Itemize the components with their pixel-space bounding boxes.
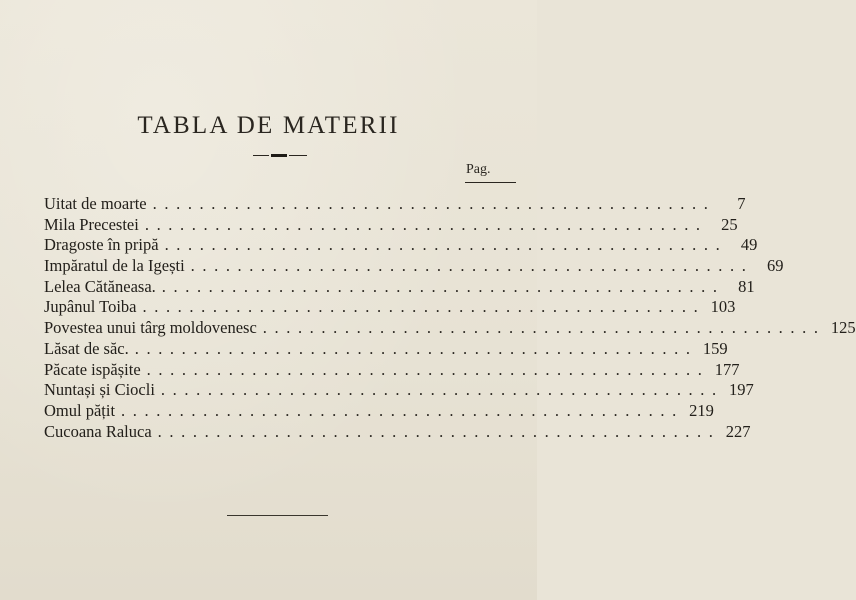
toc-entry: [44, 297, 736, 318]
toc-entry: [44, 380, 754, 401]
title-ornament: [253, 154, 307, 158]
toc-entry-title: Lelea Cătăneasa.: [44, 276, 156, 296]
toc-entry-page: 159: [702, 338, 728, 358]
toc-entry-title: Nuntași și Ciocli: [44, 380, 155, 400]
toc-leader-dots: ................................................: [121, 400, 684, 420]
ornament-left-line: [253, 155, 269, 156]
toc-entry-page: 81: [738, 276, 755, 296]
toc-entry-title: Cucoana Raluca: [44, 421, 152, 441]
ornament-right-line: [289, 155, 307, 156]
toc-leader-dots: ................................................: [190, 256, 754, 276]
toc-entry-title: Mila Precestei: [44, 214, 139, 234]
toc-entry: [44, 421, 751, 443]
toc-leader-dots: ................................................: [142, 297, 706, 317]
toc-entry-page: 69: [766, 256, 784, 276]
toc-entry: [44, 359, 740, 381]
toc-entry: [44, 338, 728, 360]
toc-entry-title: Lăsat de săc.: [44, 338, 129, 358]
ornament-center-bar: [271, 154, 287, 157]
toc-leader-dots: ................................................: [134, 338, 698, 358]
toc-entry-page: 25: [721, 214, 738, 234]
toc-entry: [44, 256, 784, 277]
toc-leader-dots: ................................................: [152, 194, 716, 213]
toc-entry-title: Uitat de moarte: [44, 194, 147, 213]
table-of-contents: [44, 194, 856, 442]
page-column-rule: [465, 182, 516, 183]
toc-entry: [44, 318, 856, 339]
toc-entry-title: Omul pățit: [44, 400, 116, 420]
bottom-rule: [227, 515, 328, 516]
toc-leader-dots: ................................................: [160, 380, 724, 400]
toc-entry: [44, 276, 755, 298]
toc-entry-title: Povestea unui târg moldovenesc: [44, 318, 257, 338]
toc-entry-page: 177: [714, 359, 740, 379]
toc-entry-page: 49: [740, 235, 758, 255]
page-column-label: Pag.: [466, 162, 491, 177]
toc-entry-page: 197: [728, 380, 754, 400]
toc-leader-dots: ................................................: [262, 318, 826, 338]
toc-entry-title: Păcate ispășite: [44, 359, 141, 379]
toc-entry-title: Dragoste în pripă: [44, 235, 159, 255]
page-title: TABLA DE MATERII: [137, 112, 400, 139]
toc-entry-page: 103: [710, 297, 736, 317]
toc-entry-title: Impăratul de la Igești: [44, 256, 185, 276]
toc-entry: [44, 214, 738, 236]
toc-entry: [44, 194, 746, 215]
toc-entry-page: 125: [830, 318, 856, 338]
toc-leader-dots: ................................................: [161, 276, 725, 296]
toc-leader-dots: ................................................: [157, 421, 721, 441]
toc-leader-dots: ................................................: [146, 359, 710, 379]
toc-entry-title: Jupânul Toiba: [44, 297, 137, 317]
toc-entry-page: 7: [737, 194, 746, 213]
toc-entry: [44, 235, 758, 256]
toc-entry-page: 227: [725, 421, 751, 441]
toc-entry: [44, 400, 714, 422]
toc-leader-dots: ................................................: [164, 235, 728, 255]
toc-leader-dots: ................................................: [144, 214, 708, 234]
toc-entry-page: 219: [689, 400, 714, 420]
